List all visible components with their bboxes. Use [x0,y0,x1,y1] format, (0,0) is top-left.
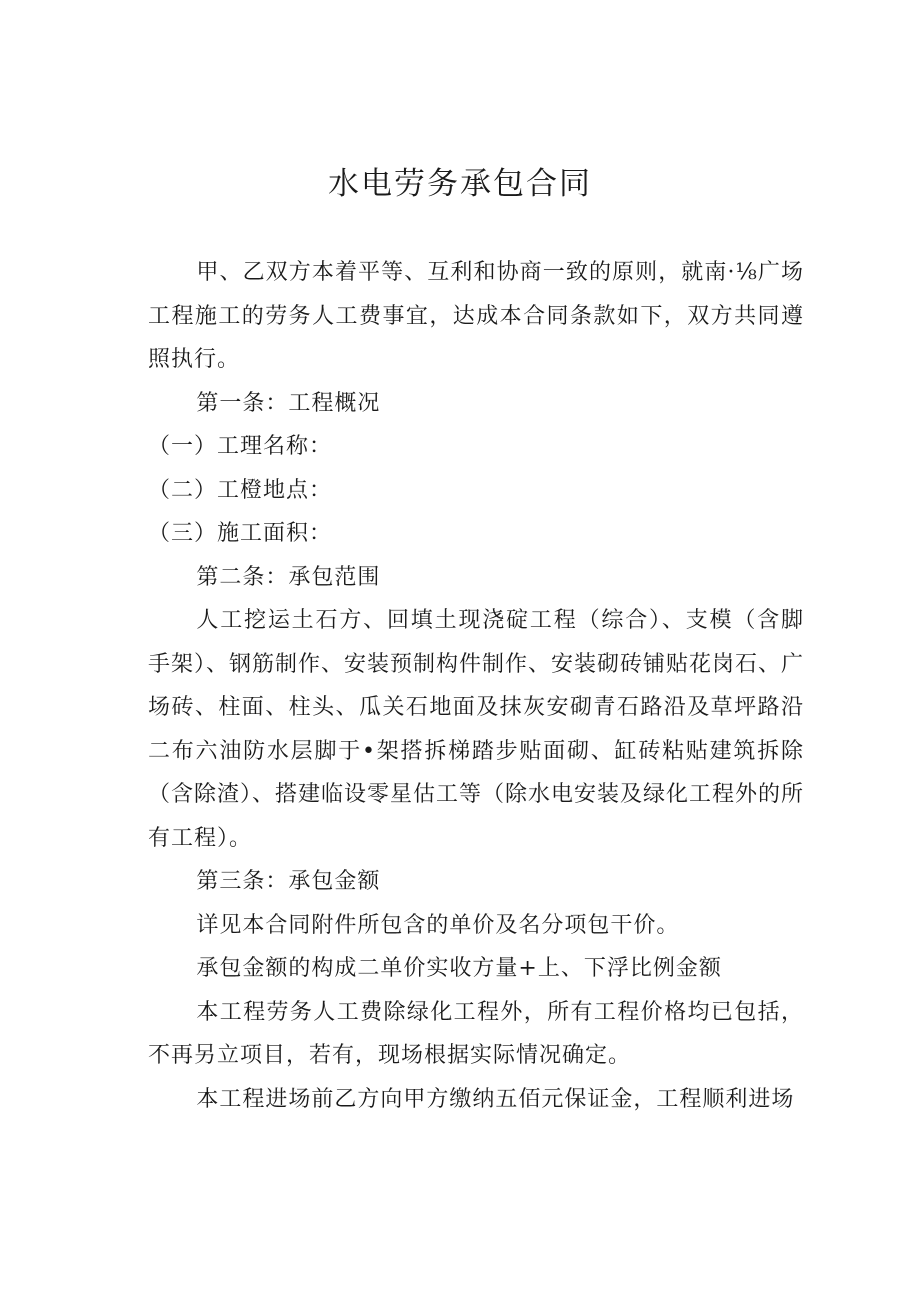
preamble-paragraph: 甲、乙双方本着平等、互利和协商一致的原则，就南·⅛广场工程施工的劳务人工费事宜，达成本合同条款如下，双方共同遵照执行。 [148,260,804,372]
labor-cost-paragraph: 本工程劳务人工费除绿化工程外，所有工程价格均已包括，不再另立项目，若有，现场根据实际情况确定。 [148,999,804,1068]
scope-paragraph: 人工挖运土石方、回填土现浇碇工程（综合）、支模（含脚手架）、钢筋制作、安装预制构件制作、安装砌砖铺贴花岗石、广场砖、柱面、柱头、瓜关石地面及抹灰安砌青石路沿及草坪路沿二布六油防水层脚于•架搭拆梯踏步贴面砌、缸砖粘贴建筑拆除（含除渣）、搭建临设零星估工等（除水电安装及绿化工程外的所有工程）。 [148,608,805,851]
construction-area-item: （三）施工面积： [148,521,333,546]
article-2-heading: 第二条：承包范围 [196,564,381,590]
article-3-heading: 第三条：承包金额 [196,869,381,894]
project-name-item: （一）工理名称： [148,434,333,459]
amount-detail-paragraph: 详见本合同附件所包含的单价及名分项包干价。 [196,912,680,938]
document-title: 水电劳务承包合同 [328,166,592,202]
project-location-item: （二）工橙地点： [148,477,333,503]
contract-body [148,251,804,1121]
amount-composition-paragraph: 承包金额的构成二单价实收方量+上、下浮比例金额 [196,956,722,981]
article-1-heading: 第一条：工程概况 [196,390,381,416]
deposit-paragraph: 本工程进场前乙方向甲方缴纳五佰元保证金，工程顺利进场 [196,1086,795,1112]
